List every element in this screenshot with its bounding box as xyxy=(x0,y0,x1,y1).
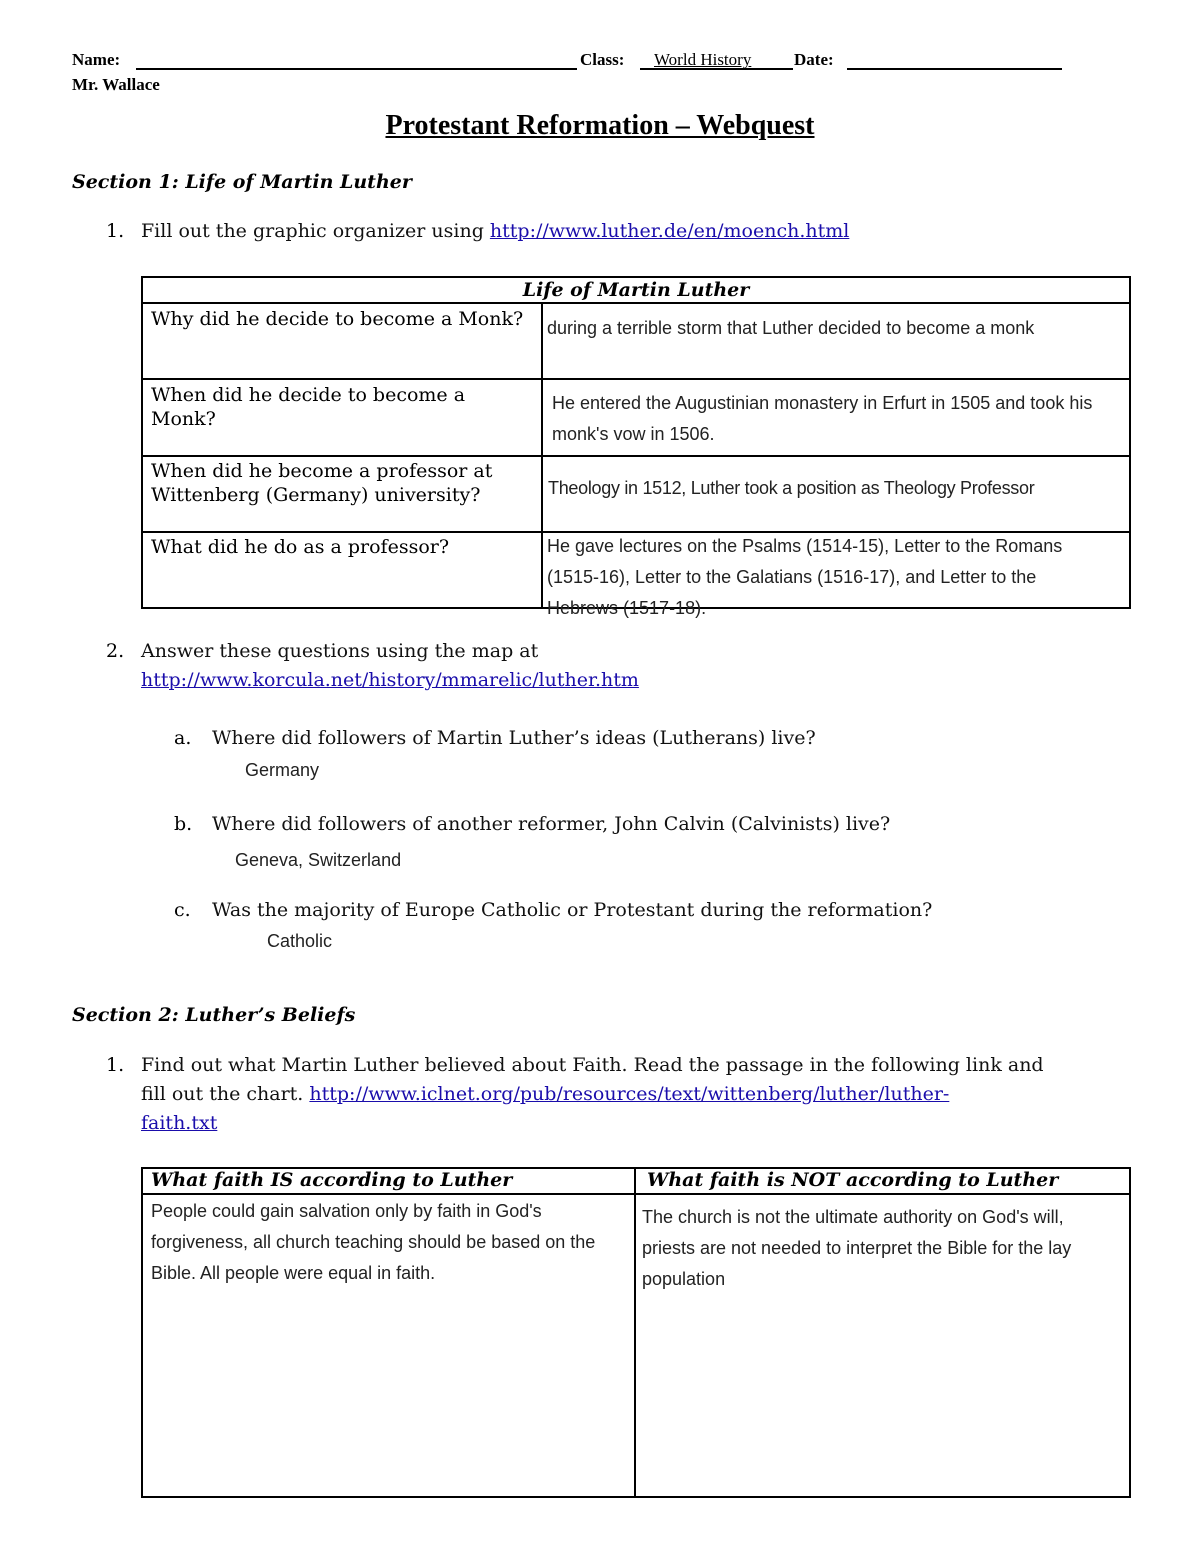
table-column-divider xyxy=(634,1167,636,1498)
s1-q1-number: 1. xyxy=(106,220,125,242)
table-divider xyxy=(141,455,1131,457)
s1-q2a-text: Where did followers of Martin Luther’s ideas (Lutherans) live? xyxy=(212,727,816,749)
table-column-divider xyxy=(541,302,543,609)
faith-is-not-header: What faith is NOT according to Luther xyxy=(647,1169,1059,1191)
section-1-heading: Section 1: Life of Martin Luther xyxy=(72,171,412,193)
table-divider xyxy=(141,302,1131,304)
s1-q2-text: Answer these questions using the map at xyxy=(141,640,539,662)
teacher-name: Mr. Wallace xyxy=(72,75,160,94)
faith-is-answer[interactable]: People could gain salvation only by faith in God's forgiveness, all church teaching should be based on the Bible. All people were equal in faith. xyxy=(151,1201,596,1283)
s1-q2c-letter: c. xyxy=(174,899,191,921)
life-row-1-answer[interactable]: during a terrible storm that Luther decided to become a monk xyxy=(547,318,1035,338)
section-2-heading: Section 2: Luther’s Beliefs xyxy=(72,1004,356,1026)
s1-q2c-answer[interactable]: Catholic xyxy=(267,931,333,951)
name-label: Name: xyxy=(72,50,121,69)
s1-q2a-answer[interactable]: Germany xyxy=(245,760,320,780)
life-row-4-question: What did he do as a professor? xyxy=(151,536,450,558)
s1-q2b-letter: b. xyxy=(174,813,193,835)
s1-q2-number: 2. xyxy=(106,640,125,662)
table-divider xyxy=(141,378,1131,380)
luther-moench-link[interactable]: http://www.luther.de/en/moench.html xyxy=(489,220,850,242)
s1-q2c-text: Was the majority of Europe Catholic or Protestant during the reformation? xyxy=(212,899,933,921)
name-blank[interactable] xyxy=(136,68,577,70)
life-row-3-question: When did he become a professor at Wittenberg (Germany) university? xyxy=(151,460,493,506)
s1-q1-prompt: Fill out the graphic organizer using xyxy=(141,220,490,242)
faith-text-link-continued[interactable]: faith.txt xyxy=(141,1112,218,1134)
s2-q1-prompt: fill out the chart. xyxy=(141,1083,310,1105)
s2-q1-number: 1. xyxy=(106,1054,125,1076)
life-row-3-answer[interactable]: Theology in 1512, Luther took a position as Theology Professor xyxy=(548,478,1035,498)
korcula-map-link[interactable]: http://www.korcula.net/history/mmarelic/luther.htm xyxy=(141,669,639,691)
page-title: Protestant Reformation – Webquest xyxy=(385,110,815,141)
life-table-title: Life of Martin Luther xyxy=(522,279,750,301)
table-divider xyxy=(141,1193,1131,1195)
date-blank[interactable] xyxy=(847,68,1062,70)
life-row-1-question: Why did he decide to become a Monk? xyxy=(151,308,524,330)
faith-text-link[interactable]: http://www.iclnet.org/pub/resources/text/wittenberg/luther/luther- xyxy=(309,1083,950,1105)
s1-q2b-text: Where did followers of another reformer, John Calvin (Calvinists) live? xyxy=(212,813,891,835)
s1-q2b-answer[interactable]: Geneva, Switzerland xyxy=(235,850,402,870)
s2-q1-line1: Find out what Martin Luther believed about Faith. Read the passage in the following link and xyxy=(141,1054,1044,1076)
life-row-2-answer[interactable]: He entered the Augustinian monastery in Erfurt in 1505 and took his monk's vow in 1506. xyxy=(552,393,1093,444)
faith-is-header: What faith IS according to Luther xyxy=(151,1169,513,1191)
s1-q2a-letter: a. xyxy=(174,727,192,749)
date-label: Date: xyxy=(794,50,834,69)
s2-q1-line2 xyxy=(141,1083,949,1105)
faith-is-not-answer[interactable]: The church is not the ultimate authority on God's will, priests are not needed to interpret the Bible for the lay population xyxy=(642,1207,1072,1289)
life-row-4-answer[interactable]: He gave lectures on the Psalms (1514-15), Letter to the Romans (1515-16), Letter to the Galatians (1516-17), and Letter to the Hebrews (1517-18). xyxy=(547,536,1063,618)
life-row-2-question: When did he decide to become a Monk? xyxy=(151,384,466,430)
s1-q1-text xyxy=(141,220,849,242)
class-label: Class: xyxy=(580,50,625,69)
class-value: World History xyxy=(654,50,752,69)
